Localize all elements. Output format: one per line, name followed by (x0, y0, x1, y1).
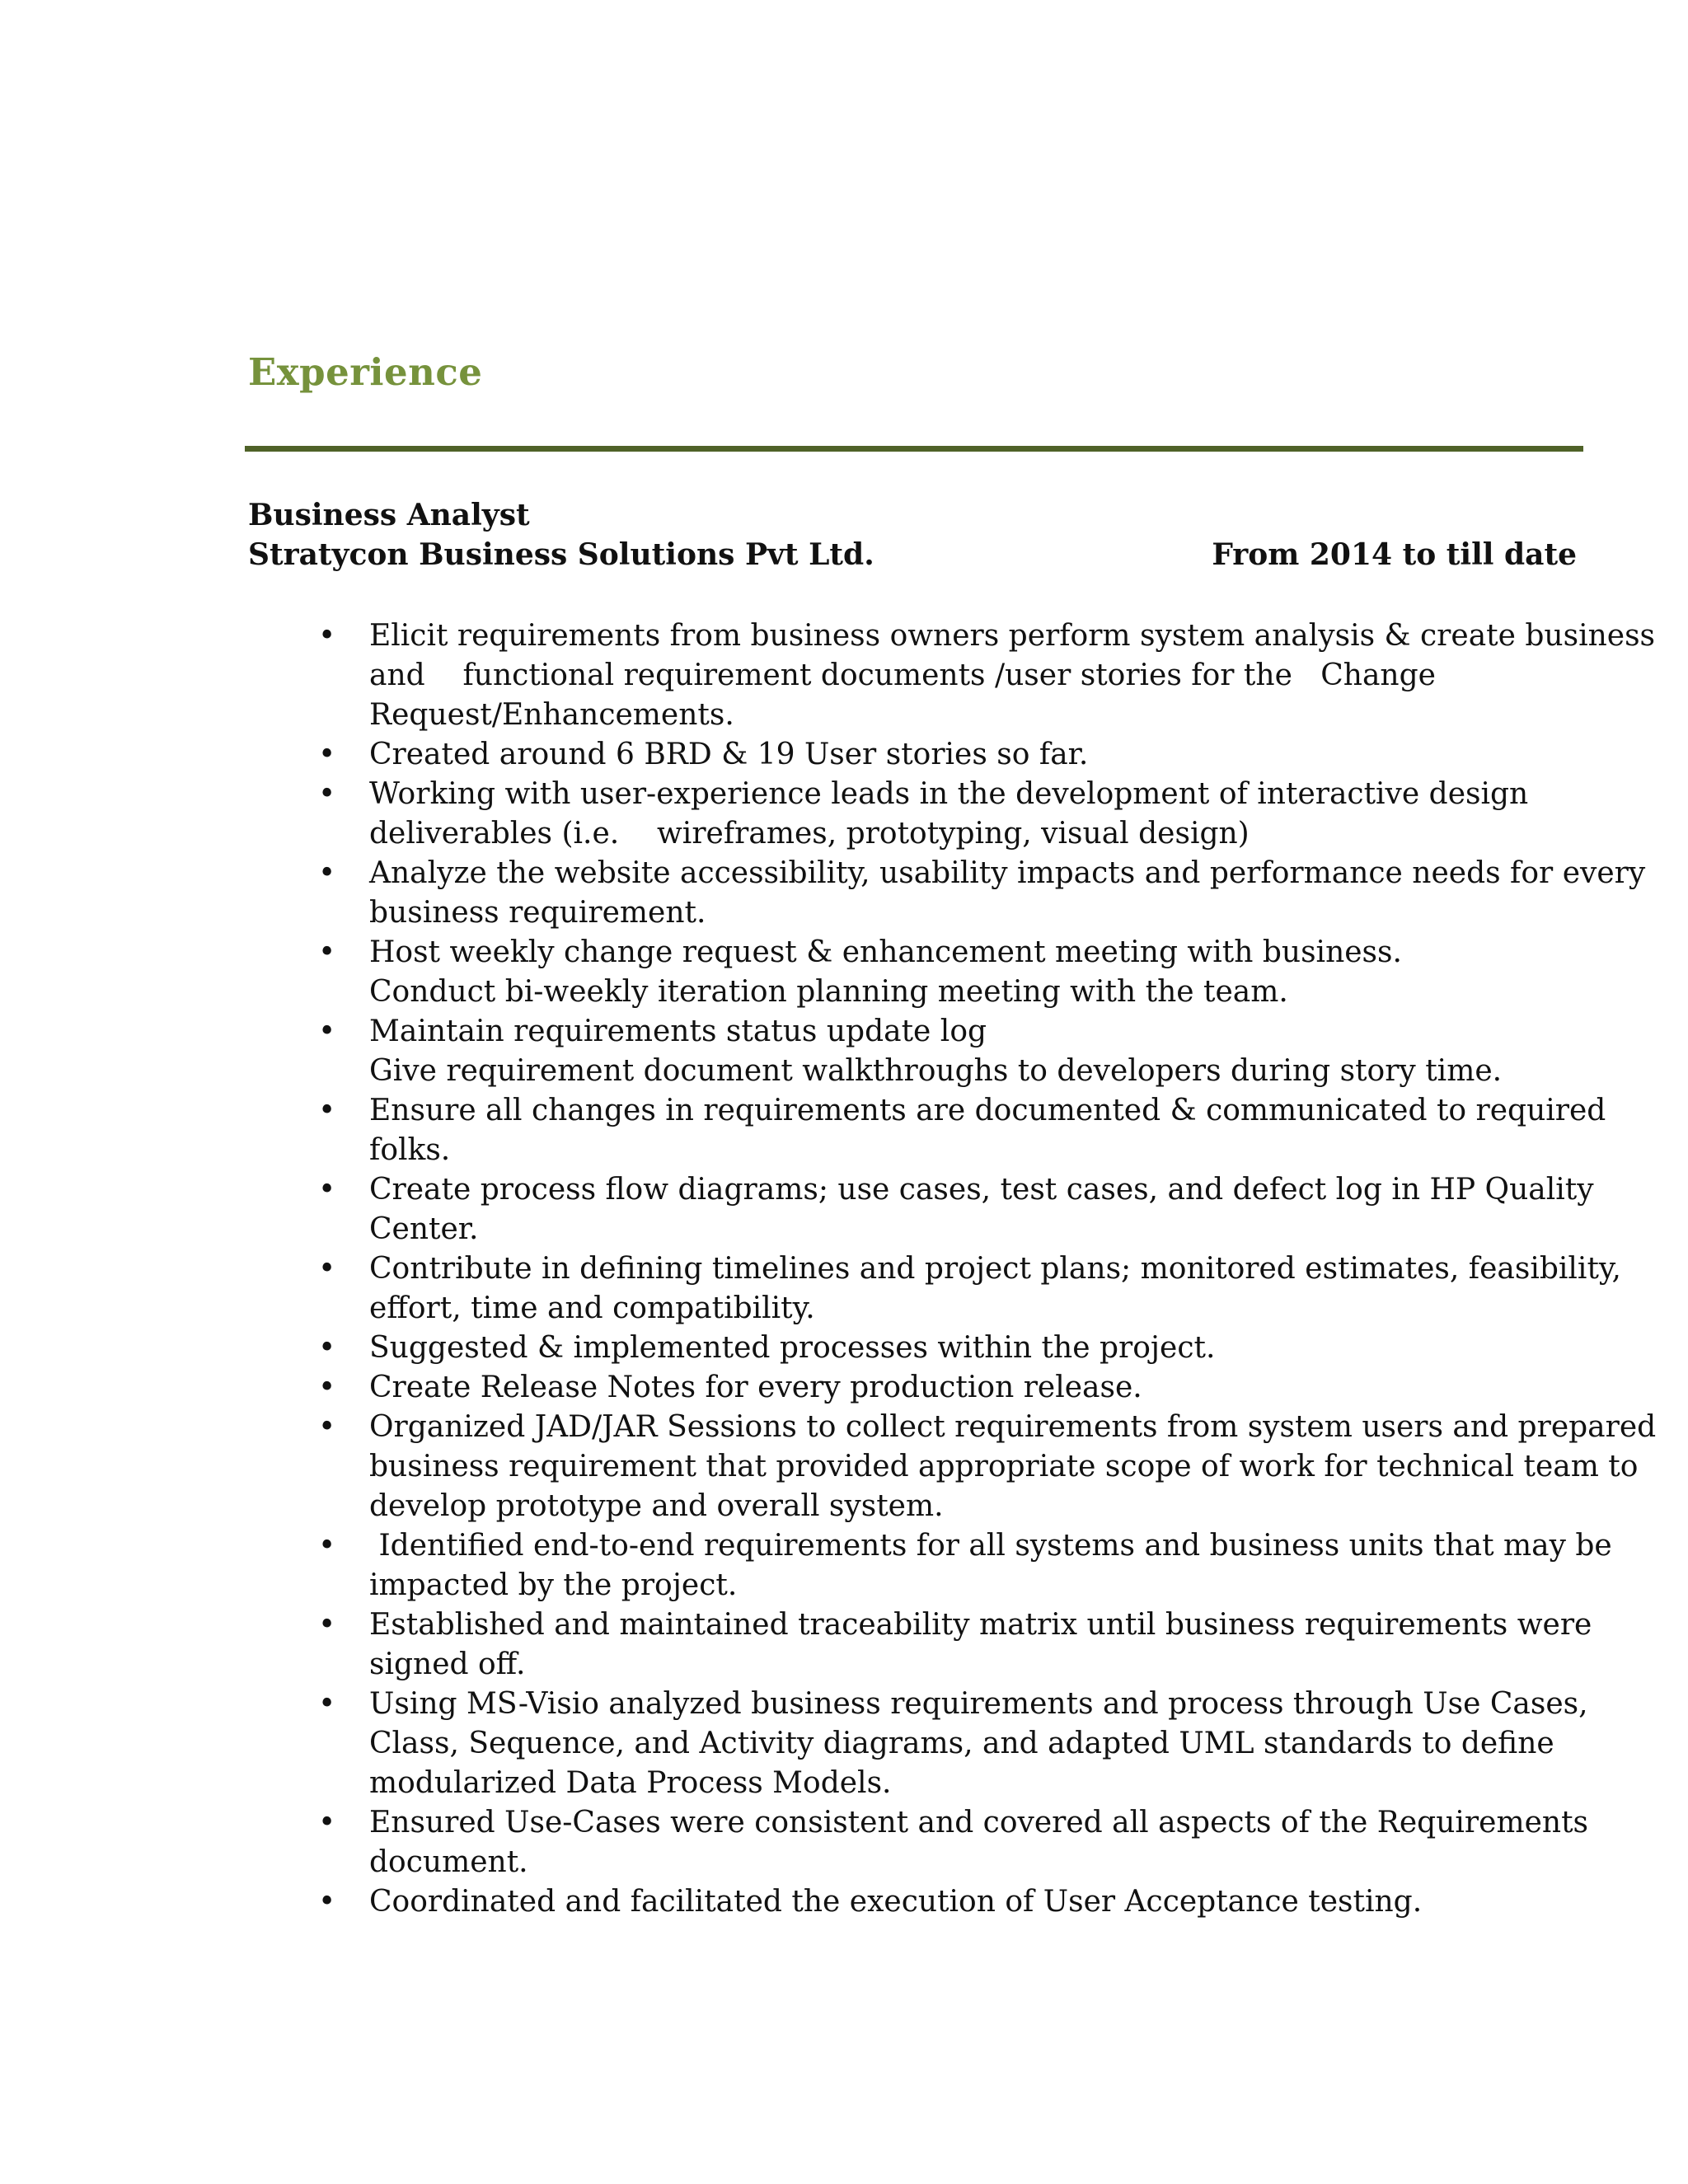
responsibility-text-line: signed off. (369, 1647, 526, 1681)
responsibility-text-line: impacted by the project. (369, 1568, 738, 1602)
bullet-icon: • (318, 1410, 336, 1444)
bullet-icon: • (318, 1687, 336, 1721)
responsibility-item (318, 1329, 1581, 1368)
job-title: Business Analyst (248, 498, 530, 532)
responsibility-item (318, 1368, 1581, 1408)
responsibility-text-line: Class, Sequence, and Activity diagrams, and adapted UML standards to define (369, 1727, 1554, 1760)
responsibility-text-line: Analyze the website accessibility, usability impacts and performance needs for every (369, 856, 1646, 890)
responsibility-item (318, 1170, 1594, 1249)
bullet-icon: • (318, 738, 336, 771)
bullet-icon: • (318, 1806, 336, 1840)
responsibility-text-line: Contribute in defining timelines and project plans; monitored estimates, feasibility, (369, 1252, 1621, 1286)
responsibility-item (318, 1882, 1581, 1922)
bullet-icon: • (318, 856, 336, 890)
responsibility-text-line: Ensured Use-Cases were consistent and covered all aspects of the Requirements (369, 1806, 1589, 1840)
bullet-icon: • (318, 1885, 336, 1919)
responsibility-item (318, 1605, 1592, 1685)
bullet-icon: • (318, 619, 336, 653)
responsibility-text-line: and functional requirement documents /user stories for the Change (369, 658, 1436, 692)
responsibility-text-line: Create process flow diagrams; use cases, test cases, and defect log in HP Quality (369, 1173, 1594, 1207)
bullet-icon: • (318, 1252, 336, 1286)
responsibility-text-line: Identified end-to-end requirements for all systems and business units that may be (369, 1529, 1612, 1563)
responsibility-text-line: develop prototype and overall system. (369, 1489, 944, 1523)
bullet-icon: • (318, 1371, 336, 1404)
bullet-icon: • (318, 1173, 336, 1207)
bullet-icon: • (318, 1015, 336, 1048)
responsibility-text-line: business requirement. (369, 896, 706, 930)
responsibility-text-line: Create Release Notes for every production release. (369, 1371, 1142, 1404)
responsibility-item (318, 1685, 1588, 1803)
responsibilities-list (318, 616, 1657, 1922)
section-title-experience: Experience (248, 350, 483, 394)
responsibility-text-line: folks. (369, 1133, 451, 1167)
responsibility-text-line: Maintain requirements status update log (369, 1015, 987, 1048)
responsibility-text-line: Working with user-experience leads in the development of interactive design (369, 777, 1529, 811)
responsibility-text-line: Request/Enhancements. (369, 698, 734, 732)
responsibility-item (318, 775, 1581, 854)
responsibility-text-line: Ensure all changes in requirements are documented & communicated to required (369, 1094, 1606, 1127)
responsibility-text-line: Using MS-Visio analyzed business requirements and process through Use Cases, (369, 1687, 1588, 1721)
bullet-icon: • (318, 777, 336, 811)
responsibility-text-line: Coordinated and facilitated the execution of User Acceptance testing. (369, 1885, 1423, 1919)
bullet-icon: • (318, 935, 336, 969)
responsibility-text-line: Give requirement document walkthroughs to developers during story time. (369, 1054, 1503, 1088)
responsibility-item (318, 1803, 1589, 1882)
bullet-icon: • (318, 1529, 336, 1563)
responsibility-item (318, 1091, 1606, 1170)
responsibility-item (318, 1526, 1612, 1605)
responsibility-text-line: modularized Data Process Models. (369, 1766, 892, 1800)
responsibility-text-line: Organized JAD/JAR Sessions to collect requirements from system users and prepared (369, 1410, 1657, 1444)
employment-dates: From 2014 to till date (1212, 537, 1577, 572)
responsibility-item (318, 1408, 1657, 1526)
responsibility-text-line: Established and maintained traceability matrix until business requirements were (369, 1608, 1592, 1642)
responsibility-item (318, 1012, 1581, 1091)
responsibility-text-line: deliverables (i.e. wireframes, prototyping, visual design) (369, 817, 1250, 851)
responsibility-text-line: Center. (369, 1212, 479, 1246)
responsibility-item (318, 1249, 1621, 1329)
bullet-icon: • (318, 1094, 336, 1127)
responsibility-text-line: Host weekly change request & enhancement meeting with business. (369, 935, 1402, 969)
responsibility-text-line: Created around 6 BRD & 19 User stories so far. (369, 738, 1089, 771)
responsibility-text-line: document. (369, 1845, 528, 1879)
responsibility-text-line: effort, time and compatibility. (369, 1291, 815, 1325)
responsibility-item (318, 616, 1656, 735)
bullet-icon: • (318, 1331, 336, 1365)
responsibility-item (318, 735, 1581, 775)
responsibility-text-line: business requirement that provided appropriate scope of work for technical team to (369, 1450, 1639, 1483)
responsibility-text-line: Elicit requirements from business owners perform system analysis & create business (369, 619, 1656, 653)
responsibility-item (318, 854, 1646, 933)
responsibility-text-line: Conduct bi-weekly iteration planning meeting with the team. (369, 975, 1288, 1009)
section-divider (245, 446, 1583, 452)
company-name: Stratycon Business Solutions Pvt Ltd. (248, 537, 874, 572)
responsibility-text-line: Suggested & implemented processes within the project. (369, 1331, 1216, 1365)
responsibility-item (318, 933, 1581, 1012)
bullet-icon: • (318, 1608, 336, 1642)
